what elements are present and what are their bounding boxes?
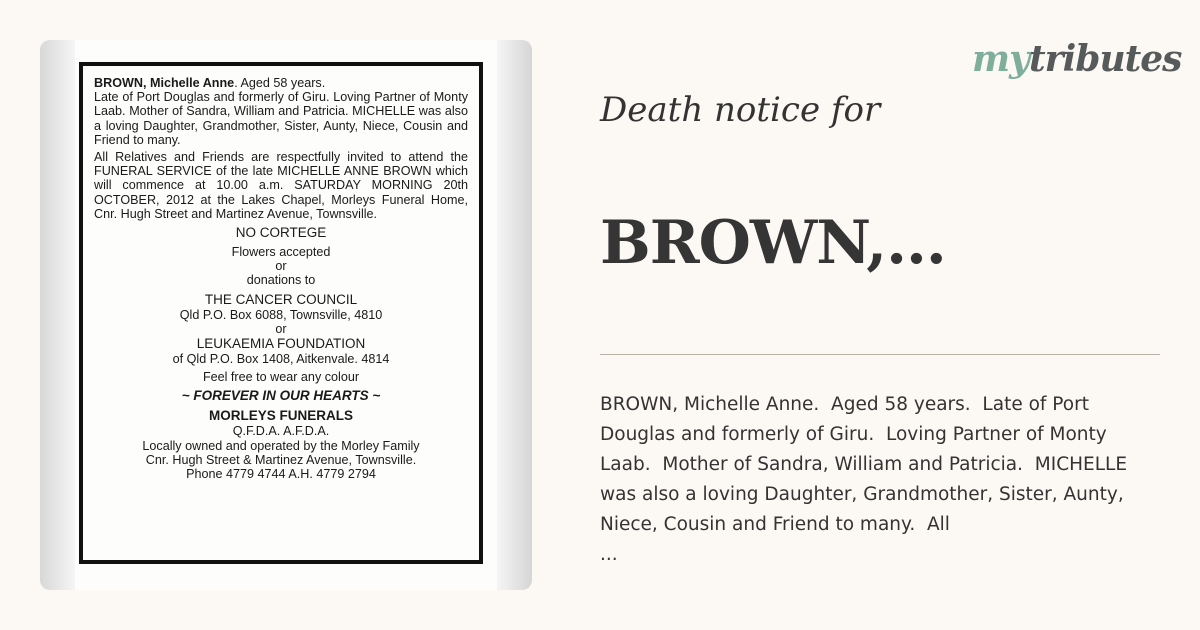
- notice-name: BROWN, Michelle Anne: [94, 76, 235, 90]
- notice-frame: [79, 62, 483, 564]
- logo-part-tributes: tributes: [1029, 38, 1182, 80]
- notice-address: Cnr. Hugh Street & Martinez Avenue, Townsville.: [145, 452, 417, 467]
- notice-excerpt: [600, 390, 1160, 570]
- death-notice-label: Death notice for: [600, 90, 881, 130]
- notice-charity-2-address: of Qld P.O. Box 1408, Aitkenvale. 4814: [172, 352, 390, 367]
- deceased-name-title: BROWN,...: [600, 208, 946, 278]
- notice-flowers: Flowers accepted: [231, 245, 331, 260]
- notice-paper: [75, 40, 497, 590]
- notice-accreditation: Q.F.D.A. A.F.D.A.: [232, 424, 330, 439]
- notice-paragraph-1: Late of Port Douglas and formerly of Giru. Loving Partner of Monty Laab. Mother of Sandra, William and Patricia. MICHELLE was also a loving Daughter, Grandmother, Sister, Aunty, Niece, Cousin and Friend to many.: [94, 90, 468, 147]
- notice-image: [40, 40, 532, 590]
- mytributes-logo[interactable]: [972, 38, 1182, 80]
- notice-colour: Feel free to wear any colour: [202, 370, 360, 385]
- notice-donations: donations to: [246, 273, 316, 288]
- divider: [600, 354, 1160, 355]
- notice-charity-1-address: Qld P.O. Box 6088, Townsville, 4810: [179, 307, 383, 322]
- excerpt-ellipsis: ...: [600, 544, 618, 565]
- notice-forever: ~ FOREVER IN OUR HEARTS ~: [181, 388, 381, 404]
- notice-or-2: or: [275, 321, 287, 336]
- notice-charity-2: LEUKAEMIA FOUNDATION: [196, 336, 366, 352]
- notice-charity-1: THE CANCER COUNCIL: [204, 291, 358, 307]
- notice-age: . Aged 58 years.: [234, 76, 326, 90]
- notice-owned: Locally owned and operated by the Morley Family: [142, 438, 420, 453]
- excerpt-text: BROWN, Michelle Anne. Aged 58 years. Late of Port Douglas and formerly of Giru. Loving Partner of Monty Laab. Mother of Sandra, William and Patricia. MICHELLE was also a loving Daughter, Grandmother, Sister, Aunty, Niece, Cousin and Friend to many. All: [600, 394, 1133, 535]
- logo-part-my: my: [972, 38, 1030, 80]
- notice-paragraph-2: All Relatives and Friends are respectfully invited to attend the FUNERAL SERVICE of the late MICHELLE ANNE BROWN which will commence at 10.00 a.m. SATURDAY MORNING 20th OCTOBER, 2012 at the Lakes Chapel, Morleys Funeral Home, Cnr. Hugh Street and Martinez Avenue, Townsville.: [94, 150, 468, 221]
- notice-phone: Phone 4779 4744 A.H. 4779 2794: [186, 467, 376, 482]
- notice-or-1: or: [275, 259, 287, 274]
- notice-no-cortege: NO CORTEGE: [235, 225, 327, 241]
- notice-funeral-home: MORLEYS FUNERALS: [208, 408, 353, 424]
- notice-heading: [94, 76, 468, 90]
